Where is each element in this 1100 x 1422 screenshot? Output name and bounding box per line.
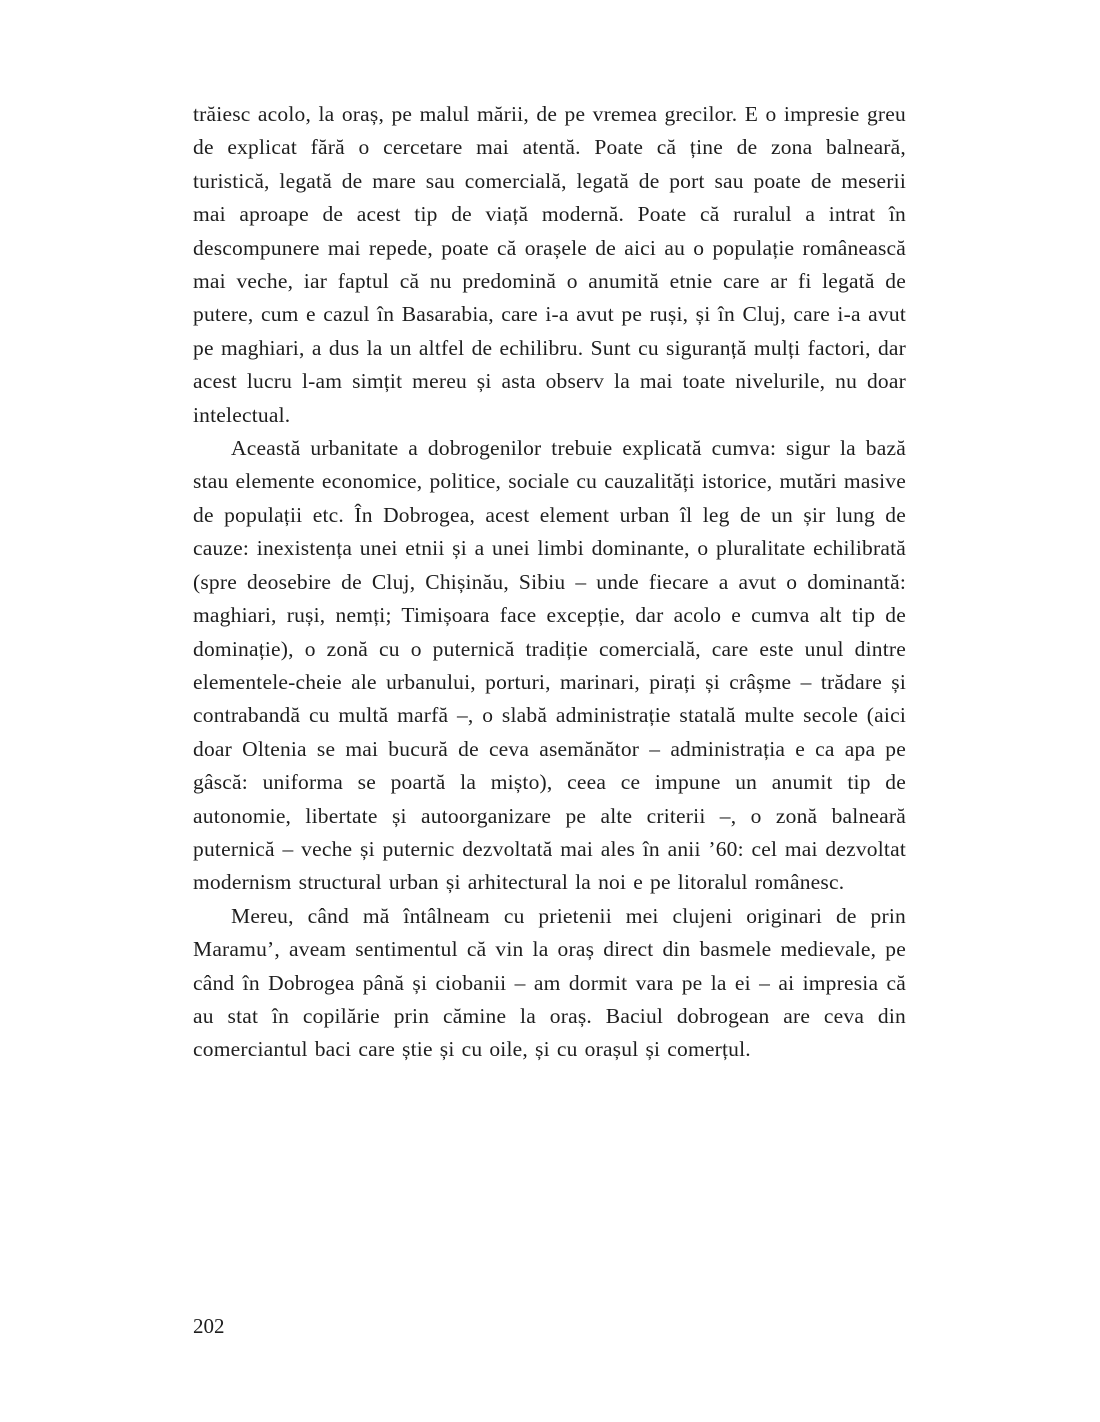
text-block: [193, 98, 906, 1067]
page-number: 202: [193, 1314, 225, 1338]
paragraph-urbanitate: Această urbanitate a dobrogenilor trebuie explicată cumva: sigur la bază stau elemente economice, politice, sociale cu cauzalități istorice, mutări masive de populații etc. În Dobrogea, acest element urban îl leg de un șir lung de cauze: inexistența unei etnii și a unei limbi dominante, o pluralitate echilibrată (spre deosebire de Cluj, Chișinău, Sibiu – unde fiecare a avut o dominantă: maghiari, ruși, nemți; Timișoara face excepție, dar acolo e cumva alt tip de dominație), o zonă cu o puternică tradiție comercială, care este unul dintre elementele-cheie ale urbanului, porturi, marinari, pirați și crâșme – trădare și contrabandă cu multă marfă –, o slabă administrație statală multe secole (aici doar Oltenia se mai bucură de ceva asemănător – administrația e ca apa pe gâscă: uniforma se poartă la mișto), ceea ce impune un anumit tip de autonomie, libertate și autoorganizare pe alte criterii –, o zonă balneară puternică – veche și puternic dezvoltată mai ales în anii ’60: cel mai dezvoltat modernism structural urban și arhitectural la noi e pe litoralul românesc.: [193, 436, 906, 895]
paragraph-mereu: Mereu, când mă întâlneam cu prietenii mei clujeni originari de prin Maramu’, aveam sentimentul că vin la oraș direct din basmele medievale, pe când în Dobrogea până și ciobanii – am dormit vara pe la ei – ai impresia că au stat în copilărie prin cămine la oraș. Baciul dobrogean are ceva din comerciantul baci care știe și cu oile, și cu orașul și comerțul.: [193, 903, 906, 1062]
paragraph-continuation: trăiesc acolo, la oraș, pe malul mării, de pe vremea grecilor. E o impresie greu de explicat fără o cercetare mai atentă. Poate că ține de zona balneară, turistică, legată de mare sau comercială, legată de port sau poate de meserii mai aproape de acest tip de viață modernă. Poate că ruralul a intrat în descompunere mai repede, poate că orașele de aici au o populație românească mai veche, iar faptul că nu predomină o anumită etnie care ar fi legată de putere, cum e cazul în Basarabia, care i-a avut pe ruși, și în Cluj, care i-a avut pe maghiari, a dus la un altfel de echilibru. Sunt cu siguranță mulți factori, dar acest lucru l-am simțit mereu și asta observ la mai toate nivelurile, nu doar intelectual.: [193, 102, 906, 427]
